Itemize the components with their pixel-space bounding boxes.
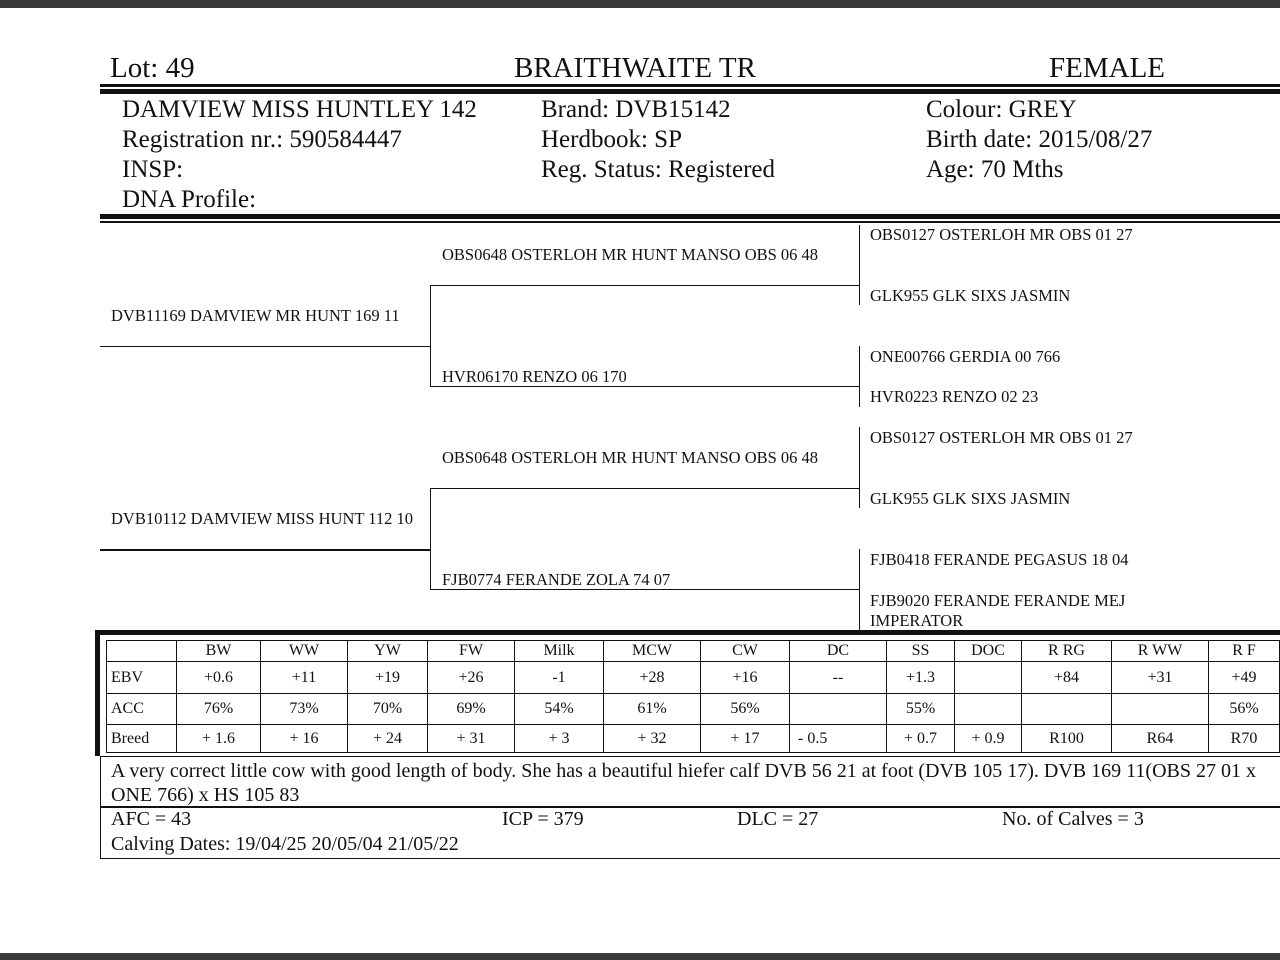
sex-label: FEMALE <box>1049 52 1165 84</box>
table-cell: 55% <box>887 694 955 725</box>
brand: Brand: DVB15142 <box>541 96 731 123</box>
col-header: DC <box>790 641 887 662</box>
sd-dam-name: HVR0223 RENZO 02 23 <box>870 387 1039 406</box>
table-cell: + 24 <box>348 725 428 753</box>
ds-dam-name: GLK955 GLK SIXS JASMIN <box>870 489 1071 508</box>
table-cell: + 16 <box>261 725 348 753</box>
breed-row <box>107 725 1280 753</box>
info-rule-thin <box>100 221 1280 223</box>
dd-connector <box>859 549 860 630</box>
table-cell: +28 <box>604 662 701 694</box>
info-rule-thick <box>100 214 1280 219</box>
dna-profile-label: DNA Profile: <box>122 186 257 213</box>
sire-sire-name: OBS0648 OSTERLOH MR HUNT MANSO OBS 06 48 <box>442 245 819 264</box>
dam-sire-line <box>430 488 859 489</box>
dlc-value: DLC = 27 <box>737 808 819 830</box>
sire-connector <box>430 285 431 387</box>
table-cell: + 1.6 <box>177 725 261 753</box>
header-rule-thick <box>100 89 1280 94</box>
col-header: R RG <box>1022 641 1112 662</box>
header-corner-cell <box>107 641 177 662</box>
afc-value: AFC = 43 <box>111 808 192 830</box>
number-of-calves: No. of Calves = 3 <box>1002 808 1144 830</box>
table-cell: + 17 <box>701 725 790 753</box>
calving-dates: Calving Dates: 19/04/25 20/05/04 21/05/22 <box>111 833 459 855</box>
table-cell <box>1112 694 1209 725</box>
comment-text: A very correct little cow with good length of body. She has a beautiful hiefer calf DVB 56 21 at foot (DVB 105 17). DVB 169 11(OBS 27 01 x ONE 766) x HS 105 83 <box>111 760 1256 806</box>
header-rule-top <box>100 84 1280 87</box>
col-header: MCW <box>604 641 701 662</box>
table-cell: 70% <box>348 694 428 725</box>
col-header: Milk <box>515 641 604 662</box>
colour: Colour: GREY <box>926 96 1077 123</box>
table-cell: +31 <box>1112 662 1209 694</box>
table-cell <box>955 694 1022 725</box>
table-cell: -1 <box>515 662 604 694</box>
ss-sire-name: OBS0127 OSTERLOH MR OBS 01 27 <box>870 225 1133 244</box>
sd-sire-name: ONE00766 GERDIA 00 766 <box>870 347 1061 366</box>
table-cell: + 0.9 <box>955 725 1022 753</box>
col-header: WW <box>261 641 348 662</box>
table-cell: - 0.5 <box>790 725 887 753</box>
sire-name: DVB11169 DAMVIEW MR HUNT 169 11 <box>111 306 400 325</box>
row-label: Breed <box>107 725 177 753</box>
ds-connector <box>859 427 860 508</box>
acc-row <box>107 694 1280 725</box>
table-cell: 56% <box>1209 694 1280 725</box>
table-cell <box>955 662 1022 694</box>
ebv-row <box>107 662 1280 694</box>
table-cell: R64 <box>1112 725 1209 753</box>
sire-dam-name: HVR06170 RENZO 06 170 <box>442 367 627 386</box>
ebv-table <box>106 640 1280 753</box>
col-header: R F <box>1209 641 1280 662</box>
age: Age: 70 Mths <box>926 156 1064 183</box>
table-cell: -- <box>790 662 887 694</box>
table-cell: +19 <box>348 662 428 694</box>
ebv-rule-left <box>95 630 100 756</box>
table-cell: + 3 <box>515 725 604 753</box>
row-label: ACC <box>107 694 177 725</box>
table-cell: +26 <box>428 662 515 694</box>
dam-name: DVB10112 DAMVIEW MISS HUNT 112 10 <box>111 509 414 528</box>
sire-line <box>100 346 430 347</box>
col-header: SS <box>887 641 955 662</box>
dd-dam-name: FJB9020 FERANDE FERANDE MEJ IMPERATOR <box>870 591 1126 630</box>
table-cell: 61% <box>604 694 701 725</box>
bottom-border <box>0 953 1280 960</box>
dam-sire-name: OBS0648 OSTERLOH MR HUNT MANSO OBS 06 48 <box>442 448 819 467</box>
ebv-header-row <box>107 641 1280 662</box>
table-cell: 73% <box>261 694 348 725</box>
icp-value: ICP = 379 <box>502 808 584 830</box>
owner-name: BRAITHWAITE TR <box>514 52 756 84</box>
table-cell: +1.3 <box>887 662 955 694</box>
col-header: BW <box>177 641 261 662</box>
animal-name: DAMVIEW MISS HUNTLEY 142 <box>122 96 477 123</box>
col-header: DOC <box>955 641 1022 662</box>
table-cell: + 31 <box>428 725 515 753</box>
ss-connector <box>859 225 860 305</box>
registration-number: Registration nr.: 590584447 <box>122 126 402 153</box>
dam-connector <box>430 488 431 590</box>
table-cell: 76% <box>177 694 261 725</box>
sire-sire-line <box>430 285 859 286</box>
top-border <box>0 0 1280 8</box>
ss-dam-name: GLK955 GLK SIXS JASMIN <box>870 286 1071 305</box>
dam-dam-line <box>430 589 859 590</box>
table-cell <box>790 694 887 725</box>
table-cell: +49 <box>1209 662 1280 694</box>
ebv-rule-top <box>95 630 1280 635</box>
table-cell <box>1022 694 1112 725</box>
sd-connector <box>859 346 860 407</box>
dd-sire-name: FJB0418 FERANDE PEGASUS 18 04 <box>870 550 1129 569</box>
table-cell: +16 <box>701 662 790 694</box>
table-cell: + 0.7 <box>887 725 955 753</box>
col-header: CW <box>701 641 790 662</box>
lot-number: Lot: 49 <box>110 52 195 84</box>
table-cell: 56% <box>701 694 790 725</box>
sire-dam-line <box>430 386 859 387</box>
herdbook: Herdbook: SP <box>541 126 682 153</box>
birth-date: Birth date: 2015/08/27 <box>926 126 1153 153</box>
col-header: FW <box>428 641 515 662</box>
table-cell: +0.6 <box>177 662 261 694</box>
table-cell: + 32 <box>604 725 701 753</box>
table-cell: +11 <box>261 662 348 694</box>
col-header: YW <box>348 641 428 662</box>
col-header: R WW <box>1112 641 1209 662</box>
ds-sire-name: OBS0127 OSTERLOH MR OBS 01 27 <box>870 428 1133 447</box>
dam-line <box>100 549 430 551</box>
table-cell: +84 <box>1022 662 1112 694</box>
table-cell: 54% <box>515 694 604 725</box>
row-label: EBV <box>107 662 177 694</box>
dam-dam-name: FJB0774 FERANDE ZOLA 74 07 <box>442 570 671 589</box>
insp-label: INSP: <box>122 156 184 183</box>
registration-status: Reg. Status: Registered <box>541 156 775 183</box>
table-cell: R70 <box>1209 725 1280 753</box>
table-cell: 69% <box>428 694 515 725</box>
table-cell: R100 <box>1022 725 1112 753</box>
